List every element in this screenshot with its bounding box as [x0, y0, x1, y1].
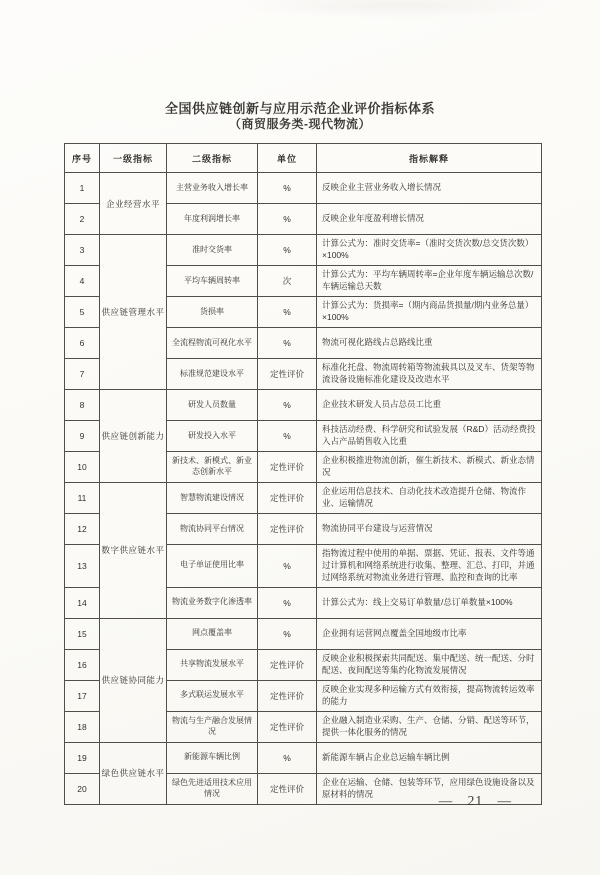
- unit-cell: %: [258, 587, 317, 618]
- explanation-cell: 反映企业年度盈利增长情况: [317, 204, 542, 235]
- level1-indicator-cell: 供应链创新能力: [100, 390, 167, 483]
- explanation-cell: 企业融入制造业采购、生产、仓储、分销、配送等环节，提供一体化服务的情况: [317, 711, 542, 742]
- level2-indicator-cell: 平均车辆周转率: [167, 266, 258, 297]
- explanation-cell: 指物流过程中使用的单据、票据、凭证、报表、文件等通过计算机和网络系统进行收集、整理、汇总、打印，并通过网络系统对物流业务进行管理、监控和查询的比率: [317, 545, 542, 588]
- column-header-no: 序号: [65, 144, 100, 173]
- evaluation-indicator-table: [64, 143, 542, 805]
- unit-cell: 定性评价: [258, 452, 317, 483]
- explanation-cell: 企业技术研发人员占总员工比重: [317, 390, 542, 421]
- unit-cell: %: [258, 421, 317, 452]
- explanation-cell: 计算公式为：线上交易订单数量/总订单数量×100%: [317, 587, 542, 618]
- column-header-level2: 二级指标: [167, 144, 258, 173]
- level2-indicator-cell: 绿色先进适用技术应用情况: [167, 773, 258, 804]
- explanation-cell: 企业积极推进物流创新，催生新技术、新模式、新业态情况: [317, 452, 542, 483]
- table-row: [65, 390, 542, 421]
- level2-indicator-cell: 物流协同平台情况: [167, 514, 258, 545]
- level2-indicator-cell: 物流业务数字化渗透率: [167, 587, 258, 618]
- column-header-unit: 单位: [258, 144, 317, 173]
- level2-indicator-cell: 研发人员数量: [167, 390, 258, 421]
- unit-cell: 定性评价: [258, 483, 317, 514]
- row-number-cell: 9: [65, 421, 100, 452]
- explanation-cell: 企业运用信息技术、自动化技术改造提升仓储、物流作业、运输情况: [317, 483, 542, 514]
- row-number-cell: 16: [65, 649, 100, 680]
- explanation-cell: 计算公式为：准时交货率=（准时交货次数/总交货次数）×100%: [317, 235, 542, 266]
- unit-cell: %: [258, 173, 317, 204]
- explanation-cell: 标准化托盘、物流周转箱等物流载具以及叉车、货架等物流设备设施标准化建设及改造水平: [317, 359, 542, 390]
- unit-cell: 定性评价: [258, 711, 317, 742]
- level1-indicator-cell: 供应链管理水平: [100, 235, 167, 390]
- row-number-cell: 13: [65, 545, 100, 588]
- row-number-cell: 4: [65, 266, 100, 297]
- unit-cell: %: [258, 204, 317, 235]
- level2-indicator-cell: 主营业务收入增长率: [167, 173, 258, 204]
- explanation-cell: 物流协同平台建设与运营情况: [317, 514, 542, 545]
- explanation-cell: 反映企业主营业务收入增长情况: [317, 173, 542, 204]
- table-row: [65, 483, 542, 514]
- level2-indicator-cell: 新技术、新模式、新业态创新水平: [167, 452, 258, 483]
- row-number-cell: 12: [65, 514, 100, 545]
- unit-cell: %: [258, 297, 317, 328]
- row-number-cell: 14: [65, 587, 100, 618]
- level2-indicator-cell: 新能源车辆比例: [167, 742, 258, 773]
- row-number-cell: 8: [65, 390, 100, 421]
- unit-cell: 定性评价: [258, 514, 317, 545]
- level2-indicator-cell: 年度利润增长率: [167, 204, 258, 235]
- indicator-table-body: [65, 173, 542, 805]
- row-number-cell: 20: [65, 773, 100, 804]
- row-number-cell: 10: [65, 452, 100, 483]
- row-number-cell: 11: [65, 483, 100, 514]
- unit-cell: %: [258, 328, 317, 359]
- explanation-cell: 企业拥有运营网点覆盖全国地级市比率: [317, 618, 542, 649]
- level2-indicator-cell: 网点覆盖率: [167, 618, 258, 649]
- level2-indicator-cell: 研发投入水平: [167, 421, 258, 452]
- row-number-cell: 17: [65, 680, 100, 711]
- level2-indicator-cell: 全流程物流可视化水平: [167, 328, 258, 359]
- table-row: [65, 618, 542, 649]
- level2-indicator-cell: 标准规范建设水平: [167, 359, 258, 390]
- explanation-cell: 反映企业积极探索共同配送、集中配送、统一配送、分时配送、夜间配送等集约化物流发展情况: [317, 649, 542, 680]
- level2-indicator-cell: 智慧物流建设情况: [167, 483, 258, 514]
- unit-cell: 次: [258, 266, 317, 297]
- title-line-2: （商贸服务类-现代物流）: [229, 117, 371, 131]
- scan-artifact: [240, 0, 560, 18]
- unit-cell: %: [258, 742, 317, 773]
- level1-indicator-cell: 绿色供应链水平: [100, 742, 167, 804]
- row-number-cell: 6: [65, 328, 100, 359]
- table-row: [65, 742, 542, 773]
- row-number-cell: 19: [65, 742, 100, 773]
- unit-cell: 定性评价: [258, 680, 317, 711]
- row-number-cell: 1: [65, 173, 100, 204]
- explanation-cell: 科技活动经费、科学研究和试验发展（R&D）活动经费投入占产品销售收入比重: [317, 421, 542, 452]
- unit-cell: 定性评价: [258, 649, 317, 680]
- level1-indicator-cell: 供应链协同能力: [100, 618, 167, 742]
- explanation-cell: 计算公式为：货损率=（期内商品货损量/期内业务总量）×100%: [317, 297, 542, 328]
- row-number-cell: 5: [65, 297, 100, 328]
- explanation-cell: 物流可视化路线占总路线比重: [317, 328, 542, 359]
- level1-indicator-cell: 数字供应链水平: [100, 483, 167, 619]
- document-title: [0, 101, 600, 132]
- level1-indicator-cell: 企业经营水平: [100, 173, 167, 235]
- row-number-cell: 15: [65, 618, 100, 649]
- level2-indicator-cell: 电子单证使用比率: [167, 545, 258, 588]
- column-header-level1: 一级指标: [100, 144, 167, 173]
- level2-indicator-cell: 物流与生产融合发展情况: [167, 711, 258, 742]
- level2-indicator-cell: 货损率: [167, 297, 258, 328]
- column-header-explanation: 指标解释: [317, 144, 542, 173]
- unit-cell: %: [258, 390, 317, 421]
- page-number: — 21 —: [438, 793, 512, 808]
- table-header-row: [65, 144, 542, 173]
- unit-cell: 定性评价: [258, 773, 317, 804]
- explanation-cell: 新能源车辆占企业总运输车辆比例: [317, 742, 542, 773]
- explanation-cell: 反映企业实现多种运输方式有效衔接，提高物流转运效率的能力: [317, 680, 542, 711]
- level2-indicator-cell: 多式联运发展水平: [167, 680, 258, 711]
- table-row: [65, 235, 542, 266]
- row-number-cell: 3: [65, 235, 100, 266]
- unit-cell: %: [258, 618, 317, 649]
- row-number-cell: 7: [65, 359, 100, 390]
- unit-cell: %: [258, 235, 317, 266]
- row-number-cell: 2: [65, 204, 100, 235]
- level2-indicator-cell: 共享物流发展水平: [167, 649, 258, 680]
- level2-indicator-cell: 准时交货率: [167, 235, 258, 266]
- unit-cell: %: [258, 545, 317, 588]
- table-row: [65, 173, 542, 204]
- explanation-cell: 企业在运输、仓储、包装等环节，应用绿色设施设备以及原材料的情况: [317, 773, 542, 804]
- explanation-cell: 计算公式为：平均车辆周转率=企业年度车辆运输总次数/车辆运输总天数: [317, 266, 542, 297]
- unit-cell: 定性评价: [258, 359, 317, 390]
- row-number-cell: 18: [65, 711, 100, 742]
- title-line-1: 全国供应链创新与应用示范企业评价指标体系: [164, 101, 435, 116]
